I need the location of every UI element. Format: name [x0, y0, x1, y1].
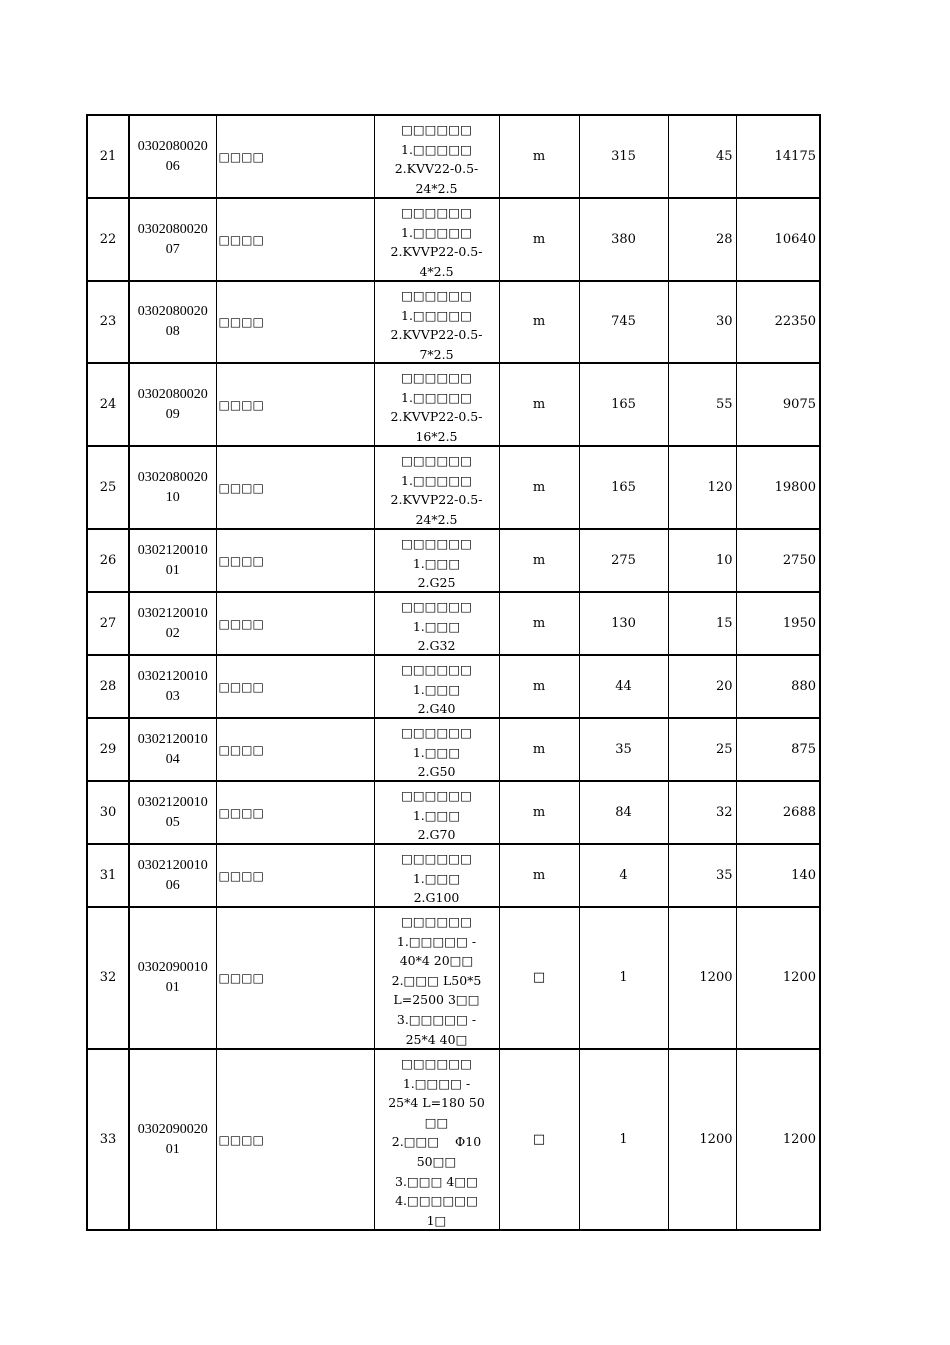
table-body [87, 115, 820, 1230]
item-code-line: 01 [165, 1141, 180, 1157]
description-line: 2.G70 [417, 827, 456, 843]
unit-price: 55 [668, 363, 736, 446]
item-code-line: 06 [165, 877, 180, 893]
quantity: 84 [579, 781, 668, 844]
item-code-line: 01 [165, 980, 180, 995]
item-name: □□□□ [216, 844, 374, 907]
unit-price: 30 [668, 281, 736, 363]
item-code-line: 0302080020 [137, 386, 208, 402]
description-line: 1.□□□□□ [401, 224, 472, 240]
item-description [374, 529, 499, 592]
unit-price: 1200 [668, 1049, 736, 1230]
item-code-line: 08 [165, 324, 180, 339]
unit: m [499, 281, 579, 363]
quantity: 35 [579, 718, 668, 781]
unit: m [499, 655, 579, 718]
item-code-line: 03 [165, 688, 180, 704]
description-line: 2.G50 [417, 764, 456, 780]
description-line: 1.□□□ [412, 618, 461, 634]
description-line: 1.□□□ [412, 681, 461, 697]
item-code [129, 363, 216, 446]
table-row [87, 907, 820, 1049]
table-row [87, 363, 820, 446]
item-description [374, 1049, 499, 1230]
description-line: □□□□□□ [401, 1056, 472, 1071]
item-name: □□□□ [216, 446, 374, 529]
unit: m [499, 446, 579, 529]
row-number: 25 [87, 446, 129, 529]
table-row [87, 198, 820, 281]
quantity: 275 [579, 529, 668, 592]
description-line: □□□□□□ [401, 536, 472, 551]
total-price: 880 [736, 655, 820, 718]
item-code [129, 115, 216, 198]
quantity: 745 [579, 281, 668, 363]
description-line: □□□□□□ [401, 599, 472, 614]
row-number: 28 [87, 655, 129, 718]
description-line: □□□□□□ [401, 851, 472, 866]
description-line: 24*2.5 [415, 511, 458, 527]
item-code [129, 844, 216, 907]
description-lines [375, 1050, 499, 1229]
row-number: 26 [87, 529, 129, 592]
item-code-line: 0302080020 [137, 469, 208, 485]
item-code-line: 0302080020 [137, 304, 208, 319]
unit: □ [499, 1049, 579, 1230]
item-code [129, 592, 216, 655]
description-line: 7*2.5 [419, 346, 454, 362]
description-line: 1.□□□□ - [402, 1075, 471, 1091]
unit-price: 32 [668, 781, 736, 844]
item-code-line: 04 [165, 751, 180, 767]
quantity: 315 [579, 115, 668, 198]
item-description [374, 281, 499, 363]
row-number: 23 [87, 281, 129, 363]
description-line: 50□□ [416, 1153, 457, 1169]
item-code-line: 0302090020 [137, 1121, 208, 1137]
unit: □ [499, 907, 579, 1049]
item-code-line: 0302120010 [137, 794, 208, 810]
unit-price: 120 [668, 446, 736, 529]
description-line: L=2500 3□□ [393, 992, 480, 1008]
description-line: □□□□□□ [401, 914, 472, 929]
description-line: □□□□□□ [401, 788, 472, 803]
description-line: 2.□□□ L50*5 [391, 972, 482, 988]
total-price: 2688 [736, 781, 820, 844]
unit-price: 25 [668, 718, 736, 781]
quantity: 4 [579, 844, 668, 907]
item-name: □□□□ [216, 718, 374, 781]
description-line: 2.KVVP22-0.5- [390, 409, 483, 425]
item-name: □□□□ [216, 781, 374, 844]
description-line: 1.□□□ [412, 807, 461, 823]
item-code [129, 1049, 216, 1230]
total-price: 1200 [736, 1049, 820, 1230]
table-row [87, 781, 820, 844]
item-name: □□□□ [216, 115, 374, 198]
description-lines [375, 447, 499, 528]
row-number: 21 [87, 115, 129, 198]
description-line: □□□□□□ [401, 370, 472, 385]
total-price: 19800 [736, 446, 820, 529]
total-price: 14175 [736, 115, 820, 198]
item-code-line: 0302090010 [137, 960, 208, 975]
item-code [129, 281, 216, 363]
unit: m [499, 115, 579, 198]
description-lines [375, 199, 499, 280]
item-code-line: 0302080020 [137, 138, 208, 154]
unit: m [499, 363, 579, 446]
description-line: 2.G25 [417, 575, 456, 591]
unit-price: 45 [668, 115, 736, 198]
description-lines [375, 656, 499, 717]
quantity: 1 [579, 1049, 668, 1230]
description-line: □□□□□□ [401, 205, 472, 220]
item-code-line: 10 [165, 489, 180, 505]
description-line: 2.KVVP22-0.5- [390, 244, 483, 260]
item-description [374, 592, 499, 655]
description-lines [375, 845, 499, 906]
item-code-line: 02 [165, 625, 180, 641]
row-number: 22 [87, 198, 129, 281]
item-code-line: 06 [165, 158, 180, 174]
item-name: □□□□ [216, 1049, 374, 1230]
total-price: 1950 [736, 592, 820, 655]
row-number: 32 [87, 907, 129, 1049]
total-price: 875 [736, 718, 820, 781]
item-description [374, 198, 499, 281]
item-code [129, 446, 216, 529]
description-line: □□□□□□ [401, 725, 472, 740]
row-number: 31 [87, 844, 129, 907]
quantity: 1 [579, 907, 668, 1049]
quantity: 380 [579, 198, 668, 281]
description-line: 1.□□□□□ [401, 389, 472, 405]
unit: m [499, 592, 579, 655]
description-line: □□□□□□ [401, 122, 472, 137]
row-number: 24 [87, 363, 129, 446]
description-line: 4*2.5 [419, 263, 454, 279]
item-name: □□□□ [216, 198, 374, 281]
description-line: 4.□□□□□□ [395, 1193, 478, 1209]
item-description [374, 907, 499, 1049]
item-description [374, 844, 499, 907]
unit: m [499, 529, 579, 592]
table-row [87, 1049, 820, 1230]
table-row [87, 844, 820, 907]
description-line: □□□□□□ [401, 662, 472, 677]
item-code [129, 781, 216, 844]
table-row [87, 529, 820, 592]
table-row [87, 446, 820, 529]
table-row [87, 655, 820, 718]
item-name: □□□□ [216, 655, 374, 718]
item-name: □□□□ [216, 592, 374, 655]
description-line: 1□ [426, 1212, 447, 1228]
description-line: 40*4 20□□ [399, 953, 474, 969]
item-code-line: 0302120010 [137, 668, 208, 684]
description-line: 2.G40 [417, 701, 456, 717]
description-line: □□□□□□ [401, 288, 472, 303]
description-line: 1.□□□ [412, 555, 461, 571]
description-line: 2.KVVP22-0.5- [390, 327, 483, 343]
item-code-line: 07 [165, 241, 180, 257]
item-code-line: 0302120010 [137, 542, 208, 558]
unit-price: 35 [668, 844, 736, 907]
item-code-line: 01 [165, 562, 180, 578]
total-price: 10640 [736, 198, 820, 281]
unit-price: 10 [668, 529, 736, 592]
unit-price: 1200 [668, 907, 736, 1049]
item-name: □□□□ [216, 529, 374, 592]
description-line: 1.□□□□□ [401, 141, 472, 157]
description-lines [375, 782, 499, 843]
total-price: 22350 [736, 281, 820, 363]
row-number: 33 [87, 1049, 129, 1230]
item-code-line: 0302120010 [137, 731, 208, 747]
item-code-line: 05 [165, 814, 180, 830]
description-lines [375, 364, 499, 445]
quantity: 44 [579, 655, 668, 718]
description-line: 1.□□□□□ [401, 307, 472, 323]
total-price: 140 [736, 844, 820, 907]
description-line: 3.□□□ 4□□ [395, 1173, 478, 1189]
item-description [374, 781, 499, 844]
description-lines [375, 116, 499, 197]
description-line: 25*4 L=180 50 [388, 1095, 485, 1111]
unit: m [499, 844, 579, 907]
unit-price: 28 [668, 198, 736, 281]
description-lines [375, 908, 499, 1048]
total-price: 9075 [736, 363, 820, 446]
row-number: 27 [87, 592, 129, 655]
unit-price: 15 [668, 592, 736, 655]
description-line: 3.□□□□□ - [396, 1011, 477, 1027]
item-code [129, 198, 216, 281]
description-line: 2.KVVP22-0.5- [390, 492, 483, 508]
item-code-line: 0302080020 [137, 221, 208, 237]
item-name: □□□□ [216, 363, 374, 446]
unit: m [499, 781, 579, 844]
item-name: □□□□ [216, 907, 374, 1049]
unit: m [499, 718, 579, 781]
total-price: 1200 [736, 907, 820, 1049]
description-line: 25*4 40□ [405, 1031, 468, 1047]
item-description [374, 115, 499, 198]
table-row [87, 718, 820, 781]
description-line: 2.KVV22-0.5- [394, 161, 479, 177]
unit: m [499, 198, 579, 281]
bill-of-quantities-table [86, 114, 821, 1231]
item-code [129, 655, 216, 718]
description-line: □□ [424, 1114, 449, 1130]
item-description [374, 363, 499, 446]
table-row [87, 115, 820, 198]
description-line: 1.□□□□□ - [396, 933, 477, 949]
description-lines [375, 530, 499, 591]
row-number: 30 [87, 781, 129, 844]
description-line: 1.□□□ [412, 870, 461, 886]
description-line: 2.□□□ Φ10 [391, 1134, 482, 1150]
description-lines [375, 593, 499, 654]
item-description [374, 655, 499, 718]
description-line: □□□□□□ [401, 453, 472, 468]
quantity: 130 [579, 592, 668, 655]
description-line: 1.□□□□□ [401, 472, 472, 488]
row-number: 29 [87, 718, 129, 781]
description-lines [375, 282, 499, 362]
item-name: □□□□ [216, 281, 374, 363]
total-price: 2750 [736, 529, 820, 592]
description-line: 16*2.5 [415, 428, 458, 444]
description-lines [375, 719, 499, 780]
item-code [129, 718, 216, 781]
item-code-line: 0302120010 [137, 857, 208, 873]
description-line: 1.□□□ [412, 744, 461, 760]
table-row [87, 592, 820, 655]
item-code-line: 0302120010 [137, 605, 208, 621]
item-code-line: 09 [165, 406, 180, 422]
item-description [374, 446, 499, 529]
unit-price: 20 [668, 655, 736, 718]
item-code [129, 529, 216, 592]
item-description [374, 718, 499, 781]
description-line: 2.G32 [417, 638, 456, 654]
item-code [129, 907, 216, 1049]
quantity: 165 [579, 363, 668, 446]
description-line: 24*2.5 [415, 180, 458, 196]
description-line: 2.G100 [413, 890, 460, 906]
quantity: 165 [579, 446, 668, 529]
table-row [87, 281, 820, 363]
